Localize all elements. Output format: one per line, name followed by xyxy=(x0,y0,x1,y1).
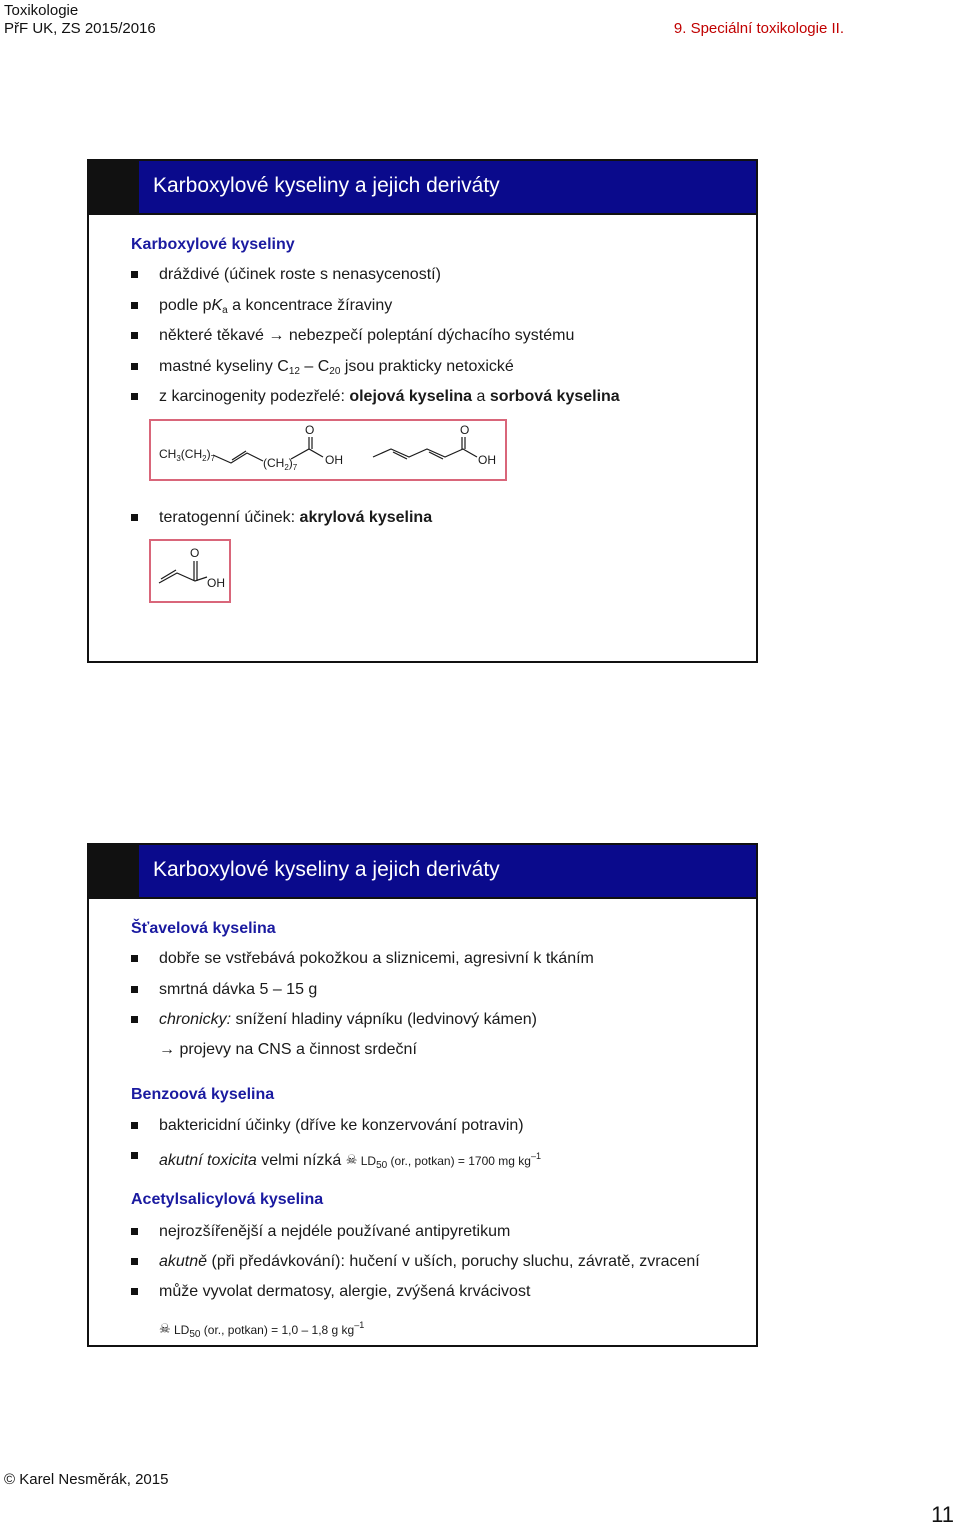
bullet-marker xyxy=(131,1288,138,1295)
bullet-marker xyxy=(131,955,138,962)
svg-text:O: O xyxy=(460,423,470,437)
slide-1-title: Karboxylové kyseliny a jejich deriváty xyxy=(153,174,500,197)
structure-acrylic xyxy=(149,539,231,603)
slide-1-title-bar xyxy=(89,161,756,215)
bullet-oxalic-absorption: dobře se vstřebává pokožkou a sliznicemi, agresivní k tkáním xyxy=(159,950,594,967)
section-heading-benzoic: Benzoová kyselina xyxy=(131,1086,275,1103)
bullet-marker xyxy=(131,393,138,400)
bullet-benzoic-toxicity: akutní toxicita velmi nízká ☠ $LD_{50}$ (or., potkan) = 1700 mg $kg^{-1}$ xyxy=(159,1151,541,1171)
structure-acrylic-drawing xyxy=(151,541,229,601)
bullet-marker xyxy=(131,1152,138,1159)
bullet-oxalic-chronic: chronicky: snížení hladiny vápníku (ledvinový kámen) xyxy=(159,1011,537,1028)
structure-oleic-sorbic-drawing xyxy=(151,421,505,479)
aspirin-ld50: ☠ $LD_{50}$ (or., potkan) = 1,0 – 1,8 g $kg^{-1}$ xyxy=(159,1320,365,1340)
structure-oleic-sorbic xyxy=(149,419,507,481)
bullet-marker xyxy=(131,363,138,370)
course-title: Toxikologie xyxy=(4,2,79,19)
skull-icon: ☠ xyxy=(159,1321,171,1336)
semester-label: PřF UK, ZS 2015/2016 xyxy=(4,20,156,37)
section-heading-oxalic: Šťavelová kyselina xyxy=(131,920,276,937)
svg-text:OH: OH xyxy=(478,453,496,467)
bullet-marker xyxy=(131,271,138,278)
slide-2 xyxy=(87,843,758,1347)
bullet-marker xyxy=(131,302,138,309)
bullet-teratogenic: teratogenní účinek: akrylová kyselina xyxy=(159,509,433,526)
slide-1 xyxy=(87,159,758,663)
bullet-marker xyxy=(131,1016,138,1023)
bullet-marker xyxy=(131,1258,138,1265)
bullet-marker xyxy=(131,986,138,993)
copyright: © Karel Nesměrák, 2015 xyxy=(4,1471,169,1488)
slide-2-title: Karboxylové kyseliny a jejich deriváty xyxy=(153,858,500,881)
title-bar-accent xyxy=(89,161,139,213)
bullet-aspirin-side-effects: může vyvolat dermatosy, alergie, zvýšená krvácivost xyxy=(159,1283,531,1300)
title-bar-accent xyxy=(89,845,139,897)
bullet-oxalic-lethal-dose: smrtná dávka 5 – 15 g xyxy=(159,981,318,998)
bullet-marker xyxy=(131,332,138,339)
bullet-aspirin-acute: akutně (při předávkování): hučení v uších, poruchy sluchu, závratě, zvracení xyxy=(159,1253,700,1270)
bullet-aspirin-antipyretic: nejrozšířenější a nejdéle používané antipyretikum xyxy=(159,1223,511,1240)
svg-text:O: O xyxy=(190,546,200,560)
slide-2-title-bar xyxy=(89,845,756,899)
bullet-marker xyxy=(131,1228,138,1235)
bullet-marker xyxy=(131,1122,138,1129)
bullet-carcinogenic: z karcinogenity podezřelé: olejová kyselina a sorbová kyselina xyxy=(159,388,620,405)
svg-text:O: O xyxy=(305,423,315,437)
svg-text:CH3(CH2)7: $CH_3(CH_2)_7$ xyxy=(159,447,216,463)
bullet-irritant: dráždivé (účinek roste s nenasyceností) xyxy=(159,266,441,283)
bullet-fatty-acids: mastné kyseliny $C_{12} - C_{20}$ jsou prakticky netoxické xyxy=(159,358,514,377)
page-number: 11 xyxy=(931,1502,954,1527)
svg-text:OH: OH xyxy=(325,453,343,467)
oxalic-cns-effects: → projevy na CNS a činnost srdeční xyxy=(159,1041,417,1058)
section-heading-acetylsalicylic: Acetylsalicylová kyselina xyxy=(131,1191,324,1208)
section-heading-carboxylic: Karboxylové kyseliny xyxy=(131,236,295,253)
lecture-title: 9. Speciální toxikologie II. xyxy=(673,20,844,37)
svg-text:OH: OH xyxy=(207,576,225,590)
svg-text:(CH2)7: $(CH_2)_7$ xyxy=(263,456,298,472)
bullet-marker xyxy=(131,514,138,521)
bullet-pka: podle $pK_a$ a koncentrace žíraviny xyxy=(159,297,393,316)
bullet-volatile: některé těkavé → nebezpečí poleptání dýchacího systému xyxy=(159,327,575,344)
skull-icon: ☠ xyxy=(345,1152,358,1167)
bullet-benzoic-bactericidal: baktericidní účinky (dříve ke konzervování potravin) xyxy=(159,1117,524,1134)
